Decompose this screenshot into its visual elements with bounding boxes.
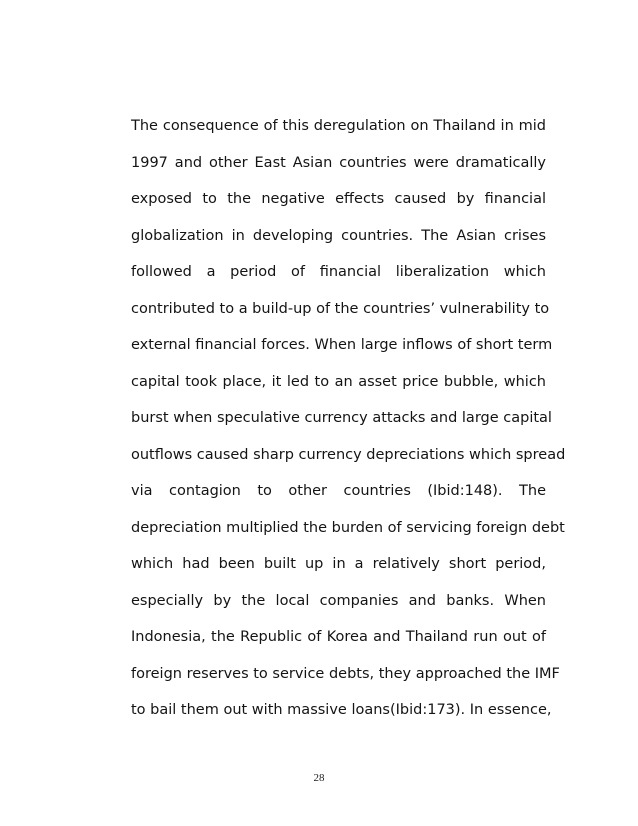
text-line: foreign reserves to service debts, they approached the IMF	[131, 665, 560, 682]
text-line: burst when speculative currency attacks and large capital	[131, 410, 552, 426]
text-line: 1997 and other East Asian countries were dramatically	[131, 154, 546, 171]
text-line: especially by the local companies and banks. When	[131, 592, 546, 609]
text-line: followed a period of financial liberalization which	[131, 264, 546, 280]
text-line: depreciation multiplied the burden of servicing foreign debt	[131, 519, 565, 536]
text-line: globalization in developing countries. The Asian crises	[131, 227, 546, 244]
body-paragraph	[131, 108, 566, 729]
text-line: to bail them out with massive loans(Ibid:173). In essence,	[131, 702, 552, 718]
text-line: The consequence of this deregulation on Thailand in mid	[131, 118, 546, 134]
text-line: Indonesia, the Republic of Korea and Thailand run out of	[131, 629, 546, 645]
text-line: capital took place, it led to an asset price bubble, which	[131, 373, 546, 390]
page-number: 28	[313, 772, 325, 784]
text-line: contributed to a build-up of the countries’ vulnerability to	[131, 300, 550, 317]
text-line: exposed to the negative effects caused by financial	[131, 191, 546, 207]
text-line: external financial forces. When large inflows of short term	[131, 337, 553, 353]
text-line: which had been built up in a relatively short period,	[131, 556, 546, 572]
text-line: outflows caused sharp currency depreciations which spread	[131, 446, 566, 463]
text-line: via contagion to other countries (Ibid:148). The	[131, 483, 546, 499]
